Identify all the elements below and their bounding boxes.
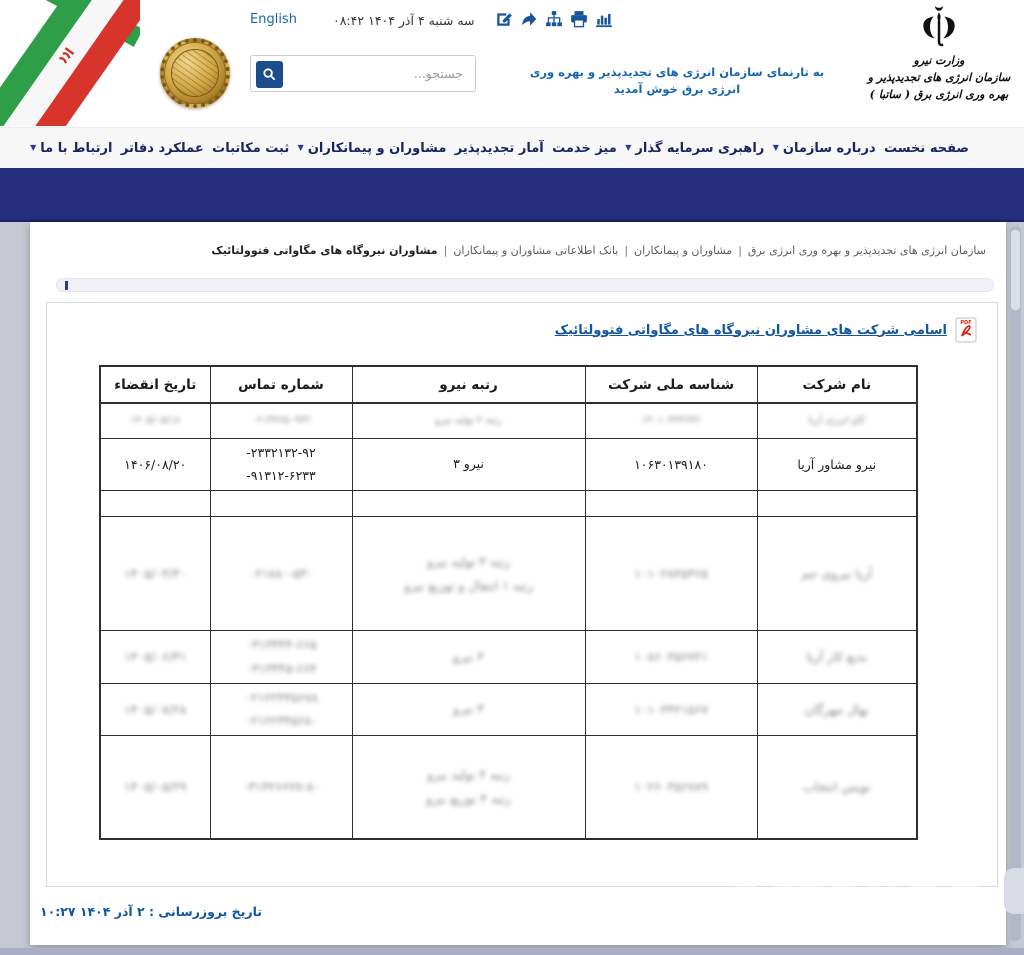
iran-flag-ribbon (0, 0, 140, 126)
org-name-line: وزارت نیرو (913, 54, 965, 67)
svg-text:PDF: PDF (960, 320, 972, 326)
table-cell: ۱۴۰۱۰۴۳۳۶۴۲ (585, 403, 757, 438)
table-cell: نویس انتخاب (757, 736, 917, 839)
search-button[interactable] (256, 61, 283, 88)
welcome-text: به تارنمای سازمان انرژی های تجدیدپذیر و بهره وری انرژی برق خوش آمدید (529, 65, 825, 97)
table-cell: ۱۴۰۵/۰۶/۳۱ (100, 631, 210, 684)
table-cell: ۰۳۱۳۳۴۴-۶۶۵ ۰۳۱۳۳۴۵-۶۶۴ (210, 631, 352, 684)
main-navigation (0, 127, 1024, 168)
chevron-down-icon: ▼ (625, 143, 632, 152)
compose-icon[interactable] (495, 10, 513, 28)
org-name-line: بهره وری انرژی برق ( ساتبا ) (869, 88, 1009, 102)
table-row (100, 491, 917, 517)
watermark: Artound (724, 862, 986, 925)
nav-item-1[interactable]: درباره سازمان ▼ (772, 140, 876, 156)
breadcrumb (30, 222, 1006, 257)
table-row (100, 631, 917, 684)
stats-icon[interactable] (595, 10, 613, 28)
search-input[interactable] (251, 56, 475, 91)
print-icon[interactable] (570, 10, 588, 28)
nav-item-5[interactable]: مشاوران و پیمانکاران ▼ (297, 140, 447, 156)
breadcrumb-separator: | (443, 244, 448, 257)
nav-item-8[interactable]: ارتباط با ما ▼ (30, 140, 113, 156)
ticker-cursor (65, 281, 68, 290)
golden-seal-logo (160, 38, 230, 108)
navy-banner (0, 168, 1024, 222)
table-cell (757, 491, 917, 517)
iran-emblem-icon (917, 4, 961, 50)
nav-item-3[interactable]: میز خدمت (552, 140, 617, 156)
header-action-icons (495, 10, 613, 28)
header-datetime: سه شنبه ۴ آذر ۱۴۰۴ ۰۸:۴۲ (333, 13, 475, 28)
nav-item-4[interactable]: آمار تجدیدپذیر (454, 140, 544, 156)
table-header-cell: رتبه نیرو (352, 366, 585, 403)
bottom-bar (0, 948, 1024, 955)
table-cell: ۱۰۱۰۲۸۴۵۳۶۵ (585, 517, 757, 631)
magnifier-icon (262, 67, 277, 82)
last-updated-text: تاریخ بروزرسانی : ۲ آذر ۱۴۰۴ ۱۰:۲۷ (40, 904, 262, 919)
table-cell (100, 491, 210, 517)
table-header-row (100, 366, 917, 403)
table-cell: ۰۲۱۸۸۰-۵۳۰ (210, 517, 352, 631)
content-panel (46, 302, 998, 887)
breadcrumb-separator: | (624, 244, 629, 257)
table-cell (352, 491, 585, 517)
scrollbar-thumb[interactable] (1011, 230, 1020, 310)
table-cell: ۱۰۲۶۰۴۵۶۷۸۹ (585, 736, 757, 839)
table-header-cell: شناسه ملی شرکت (585, 366, 757, 403)
table-cell: ۳ نیرو (352, 631, 585, 684)
site-header (0, 0, 1024, 127)
table-cell: ۱۴۰۵/۰۷/۲۸ (100, 683, 210, 736)
table-cell: ۳ نیرو (352, 683, 585, 736)
table-cell: کاو انرژی آریا (757, 403, 917, 438)
table-cell (210, 491, 352, 517)
chevron-down-icon: ▼ (30, 143, 37, 152)
table-row (100, 683, 917, 736)
table-cell: ۱۰۶۳۰۱۳۹۱۸۰ (585, 438, 757, 491)
table-header-cell: نام شرکت (757, 366, 917, 403)
table-cell: ۰۲۱۲۲۳۴۵۶۷۸ ۰۲۱۲۲۳۴۵۶۸۰ (210, 683, 352, 736)
table-cell: ۱۰۱۰۳۴۲۱۵۶۷ (585, 683, 757, 736)
org-name-line: سازمان انرژی های تجدیدپذیر و (867, 71, 1011, 85)
english-language-link[interactable]: English (250, 12, 297, 27)
table-cell: نهال مهرگان (757, 683, 917, 736)
table-cell: ۱۴۰۵/۰۵/۲۹ (100, 736, 210, 839)
flag-ribbon-graphic (0, 0, 140, 126)
breadcrumb-separator: | (738, 244, 742, 257)
breadcrumb-segment[interactable]: مشاوران و پیمانکاران (634, 244, 733, 257)
table-cell: ۱۴۰۵/۰۳/۳۰ (100, 517, 210, 631)
table-cell: آریا نیروی جم (757, 517, 917, 631)
nav-item-7[interactable]: عملکرد دفاتر (120, 140, 204, 156)
table-cell: ۳ نیرو (352, 438, 585, 491)
table-cell: بدیع کار آریا (757, 631, 917, 684)
pdf-title-link[interactable]: اسامی شرکت های مشاوران نیروگاه های مگاواتی فتوولتائیک (554, 322, 947, 338)
nav-item-2[interactable]: راهبری سرمایه گذار ▼ (625, 140, 765, 156)
table-row (100, 438, 917, 491)
back-to-top-tab[interactable] (1004, 868, 1024, 914)
table-body (100, 403, 917, 839)
table-cell: ۰۳۱۳۲۶۶۷۷-۸۰ (210, 736, 352, 839)
table-cell: ۰۲۱۴۴۶۵۰۹۳۳ (210, 403, 352, 438)
table-row (100, 736, 917, 839)
table-cell: ۱۴۰۶/۰۸/۲۰ (100, 438, 210, 491)
share-icon[interactable] (520, 10, 538, 28)
table-row (100, 403, 917, 438)
table-header-cell: شماره تماس (210, 366, 352, 403)
table-cell: رتبه ۳ تولید نیرو رتبه ۱ انتقال و توزیع نیرو (352, 517, 585, 631)
table-cell: ۱۰۸۶۰۴۵۶۷۲۱ (585, 631, 757, 684)
breadcrumb-segment[interactable]: بانک اطلاعاتی مشاوران و پیمانکاران (453, 244, 619, 257)
ministry-logo-block (860, 4, 1018, 103)
consultants-table (99, 365, 918, 840)
chevron-down-icon: ▼ (297, 143, 304, 152)
sitemap-icon[interactable] (545, 10, 563, 28)
pdf-icon[interactable] (955, 317, 977, 343)
breadcrumb-segment: مشاوران نیروگاه های مگاواتی فتوولتائیک (211, 244, 438, 257)
chevron-down-icon: ▼ (772, 143, 779, 152)
breadcrumb-segment[interactable]: سازمان انرژی های تجدیدپذیر و بهره وری انرژی برق (747, 244, 986, 257)
nav-item-0[interactable]: صفحه نخست (884, 140, 969, 156)
table-row (100, 517, 917, 631)
scrollbar-track[interactable] (1010, 226, 1021, 941)
table-header-cell: تاریخ انقضاء (100, 366, 210, 403)
page-title-row (47, 303, 997, 343)
table-cell: رتبه ۴ تولید نیرو رتبه ۴ توزیع نیرو (352, 736, 585, 839)
table-cell: رتبه ۲ تولید نیرو (352, 403, 585, 438)
nav-item-6[interactable]: ثبت مکاتبات (212, 140, 290, 156)
table-cell (585, 491, 757, 517)
table-cell: ۱۴۰۵/۰۵/۱۸ (100, 403, 210, 438)
table-cell: نیرو مشاور آریا (757, 438, 917, 491)
search-box (250, 55, 476, 92)
content-card (30, 222, 1006, 945)
table-cell: -۲۳۳۲۱۳۲-۹۲ -۹۱۳۱۲-۶۲۳۳ (210, 438, 352, 491)
news-ticker-strip (56, 278, 994, 292)
